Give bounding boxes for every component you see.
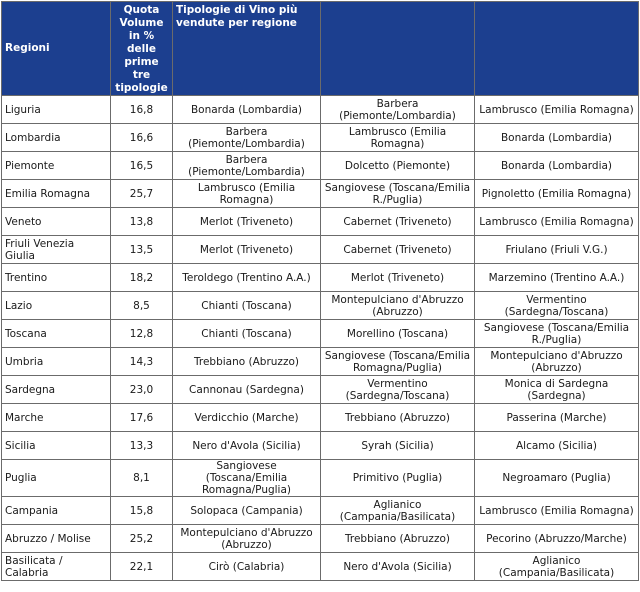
wine-3-cell: Pecorino (Abruzzo/Marche) [475,525,639,553]
wine-2-cell: Cabernet (Triveneto) [321,208,475,236]
region-cell: Sicilia [2,432,111,460]
quota-cell: 16,6 [111,124,173,152]
wine-2-cell: Nero d'Avola (Sicilia) [321,553,475,581]
header-col5 [475,2,639,96]
region-cell: Piemonte [2,152,111,180]
header-col4 [321,2,475,96]
quota-cell: 13,3 [111,432,173,460]
table-row [2,208,639,236]
region-cell: Puglia [2,460,111,497]
wine-3-cell: Pignoletto (Emilia Romagna) [475,180,639,208]
wine-3-cell: Alcamo (Sicilia) [475,432,639,460]
quota-cell: 12,8 [111,320,173,348]
quota-cell: 13,5 [111,236,173,264]
wine-2-cell: Morellino (Toscana) [321,320,475,348]
table-row [2,180,639,208]
wine-3-cell: Bonarda (Lombardia) [475,124,639,152]
wine-3-cell: Vermentino (Sardegna/Toscana) [475,292,639,320]
region-cell: Toscana [2,320,111,348]
wine-2-cell: Trebbiano (Abruzzo) [321,525,475,553]
region-cell: Liguria [2,96,111,124]
region-cell: Lombardia [2,124,111,152]
quota-cell: 13,8 [111,208,173,236]
wine-2-cell: Vermentino (Sardegna/Toscana) [321,376,475,404]
header-quota: Quota Volume in % delle prime tre tipologie [111,2,173,96]
quota-cell: 16,5 [111,152,173,180]
wine-2-cell: Montepulciano d'Abruzzo (Abruzzo) [321,292,475,320]
wine-3-cell: Monica di Sardegna (Sardegna) [475,376,639,404]
wine-3-cell: Passerina (Marche) [475,404,639,432]
quota-cell: 15,8 [111,497,173,525]
wine-3-cell: Lambrusco (Emilia Romagna) [475,208,639,236]
table-row [2,553,639,581]
region-cell: Sardegna [2,376,111,404]
quota-cell: 8,1 [111,460,173,497]
header-tipologie: Tipologie di Vino più vendute per regione [173,2,321,96]
table-row [2,124,639,152]
wine-2-cell: Lambrusco (Emilia Romagna) [321,124,475,152]
wine-1-cell: Chianti (Toscana) [173,292,321,320]
wine-2-cell: Sangiovese (Toscana/Emilia R./Puglia) [321,180,475,208]
wine-2-cell: Cabernet (Triveneto) [321,236,475,264]
table-row [2,236,639,264]
table-row [2,525,639,553]
wine-2-cell: Aglianico (Campania/Basilicata) [321,497,475,525]
wine-1-cell: Lambrusco (Emilia Romagna) [173,180,321,208]
region-cell: Veneto [2,208,111,236]
wine-1-cell: Bonarda (Lombardia) [173,96,321,124]
wine-1-cell: Solopaca (Campania) [173,497,321,525]
wine-3-cell: Montepulciano d'Abruzzo (Abruzzo) [475,348,639,376]
wine-2-cell: Sangiovese (Toscana/Emilia Romagna/Puglia) [321,348,475,376]
wine-3-cell: Friulano (Friuli V.G.) [475,236,639,264]
wine-1-cell: Barbera (Piemonte/Lombardia) [173,152,321,180]
region-cell: Abruzzo / Molise [2,525,111,553]
wine-1-cell: Montepulciano d'Abruzzo (Abruzzo) [173,525,321,553]
table-row [2,497,639,525]
table-row [2,264,639,292]
quota-cell: 18,2 [111,264,173,292]
wine-2-cell: Syrah (Sicilia) [321,432,475,460]
wine-3-cell: Bonarda (Lombardia) [475,152,639,180]
region-cell: Umbria [2,348,111,376]
wine-1-cell: Cirò (Calabria) [173,553,321,581]
wine-2-cell: Trebbiano (Abruzzo) [321,404,475,432]
table-body [2,96,639,581]
wine-2-cell: Merlot (Triveneto) [321,264,475,292]
wine-1-cell: Cannonau (Sardegna) [173,376,321,404]
wine-1-cell: Teroldego (Trentino A.A.) [173,264,321,292]
wine-1-cell: Trebbiano (Abruzzo) [173,348,321,376]
table-row [2,292,639,320]
wine-1-cell: Merlot (Triveneto) [173,236,321,264]
wine-2-cell: Barbera (Piemonte/Lombardia) [321,96,475,124]
table-row [2,460,639,497]
wine-3-cell: Negroamaro (Puglia) [475,460,639,497]
wine-3-cell: Aglianico (Campania/Basilicata) [475,553,639,581]
quota-cell: 22,1 [111,553,173,581]
quota-cell: 8,5 [111,292,173,320]
region-cell: Lazio [2,292,111,320]
wine-1-cell: Sangiovese (Toscana/Emilia Romagna/Puglia) [173,460,321,497]
wine-1-cell: Chianti (Toscana) [173,320,321,348]
wine-2-cell: Dolcetto (Piemonte) [321,152,475,180]
quota-cell: 25,7 [111,180,173,208]
quota-cell: 16,8 [111,96,173,124]
table-row [2,320,639,348]
region-cell: Trentino [2,264,111,292]
quota-cell: 17,6 [111,404,173,432]
wine-1-cell: Nero d'Avola (Sicilia) [173,432,321,460]
table-row [2,404,639,432]
wine-2-cell: Primitivo (Puglia) [321,460,475,497]
wine-3-cell: Sangiovese (Toscana/Emilia R./Puglia) [475,320,639,348]
wine-table [1,1,639,581]
region-cell: Friuli Venezia Giulia [2,236,111,264]
table-row [2,432,639,460]
region-cell: Campania [2,497,111,525]
header-row [2,2,639,96]
wine-1-cell: Merlot (Triveneto) [173,208,321,236]
quota-cell: 25,2 [111,525,173,553]
wine-3-cell: Lambrusco (Emilia Romagna) [475,497,639,525]
wine-3-cell: Lambrusco (Emilia Romagna) [475,96,639,124]
table-row [2,152,639,180]
region-cell: Basilicata / Calabria [2,553,111,581]
header-regioni: Regioni [2,2,111,96]
wine-1-cell: Verdicchio (Marche) [173,404,321,432]
table-row [2,96,639,124]
quota-cell: 23,0 [111,376,173,404]
wine-1-cell: Barbera (Piemonte/Lombardia) [173,124,321,152]
table-row [2,376,639,404]
region-cell: Marche [2,404,111,432]
table-row [2,348,639,376]
region-cell: Emilia Romagna [2,180,111,208]
wine-3-cell: Marzemino (Trentino A.A.) [475,264,639,292]
quota-cell: 14,3 [111,348,173,376]
